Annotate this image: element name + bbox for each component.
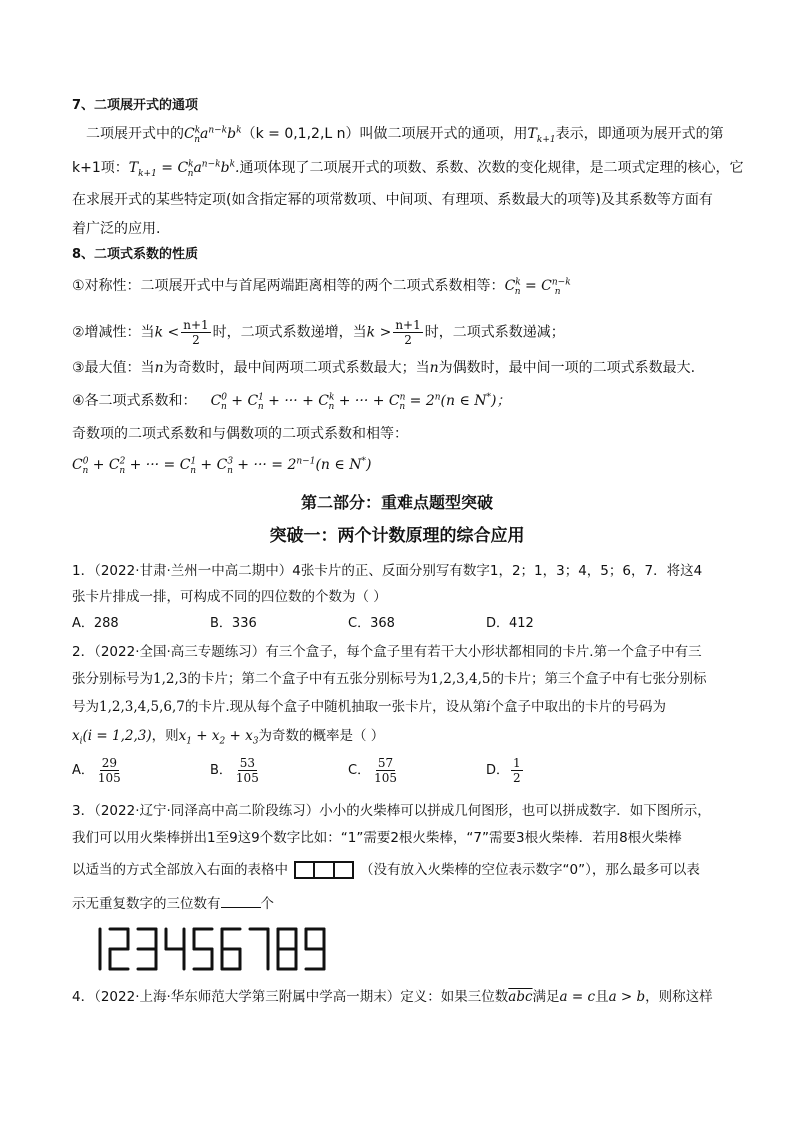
property-odd-even: 奇数项的二项式系数和与偶数项的二项式系数和相等： [72, 426, 408, 442]
q2-option-a[interactable]: A． $\frac{29}{105}$ [72, 756, 121, 785]
q2-option-c[interactable]: C． $\frac{57}{105}$ [348, 756, 397, 785]
section-7-line-2: k+1项：$T_{k+1} = C^k_na^{n-k}b^k$.通项体现了二项展开式的项数、系数、次数的变化规律，是二项式定理的核心，它 [72, 159, 744, 179]
q1-option-c[interactable]: C．368 [348, 616, 395, 631]
section-7-heading: 7、二项展开式的通项 [72, 98, 199, 113]
section-7-line-4: 着广泛的应用. [72, 221, 161, 237]
term-formula: $C^k_na^{n-k}b^k$ [184, 125, 242, 145]
answer-blank[interactable] [221, 893, 261, 908]
section-8-heading: 8、二项式系数的性质 [72, 247, 199, 262]
breakthrough-1-title: 突破一：两个计数原理的综合应用 [269, 526, 525, 546]
part-2-title: 第二部分：重难点题型突破 [300, 493, 493, 512]
q2-line-3: 号为1,2,3,4,5,6,7的卡片.现从每个盒子中随机抽取一张卡片，设从第i个盒子中取出的卡片的号码为 [72, 699, 666, 715]
q2-option-b[interactable]: B． $\frac{53}{105}$ [210, 756, 259, 785]
q2-line-1: 2．（2022·全国·高三专题练习）有三个盒子，每个盒子里有若干大小形状都相同的卡片.第一个盒子中有三 [72, 644, 702, 660]
q1-option-b[interactable]: B．336 [210, 616, 257, 631]
property-maximum: ③最大值：当n为奇数时，最中间两项二项式系数最大；当n为偶数时，最中间一项的二项式系数最大. [72, 360, 696, 376]
section-7-line-3: 在求展开式的某些特定项(如含指定幂的项常数项、中间项、有理项、系数最大的项等)及其系数等方面有 [72, 192, 713, 208]
q3-line-1: 3．（2022·辽宁·同泽高中高二阶段练习）小小的火柴棒可以拼成几何图形，也可以拼成数字．如下图所示， [72, 803, 711, 819]
three-cell-table [294, 861, 354, 879]
property-monotonic: ②增减性：当k < $\frac{n+1}{2}$ 时，二项式系数递增，当k > $\frac{n+1}{2}$ 时，二项式系数递减； [72, 318, 565, 347]
general-term-formula: $T_{k+1} = C^k_na^{n-k}b^k$. [128, 159, 240, 179]
q1-option-d[interactable]: D．412 [486, 616, 534, 631]
q1-line-2: 张卡片排成一排，可构成不同的四位数的个数为（ ） [72, 589, 387, 605]
q1-option-a[interactable]: A．288 [72, 616, 119, 631]
q3-line-2: 我们可以用火柴棒拼出1至9这9个数字比如：“1”需要2根火柴棒，“7”需要3根火柴棒．若用8根火柴棒 [72, 830, 682, 846]
section-7-line-1: 二项展开式中的$C^k_na^{n-k}b^k(k = 0,1,2,L$ n）叫做二项展开式的通项，用$T_{k+1}$表示，即通项为展开式的第 [86, 125, 724, 145]
q2-line-2: 张分别标号为1,2,3的卡片；第二个盒子中有五张分别标号为1,2,3,4,5的卡片；第三个盒子中有七张分别标 [72, 671, 707, 687]
q1-line-1: 1．（2022·甘肃·兰州一中高二期中）4张卡片的正、反面分别写有数字1，2；1，3；4，5；6，7．将这4 [72, 563, 703, 579]
odd-even-formula: $C^0_n + C^2_n$ + ··· = $C^1_n + C^3_n$ + ··· = $2^{n-1}(n$ ∈ N*) [72, 456, 372, 476]
property-symmetry: ①对称性：二项展开式中与首尾两端距离相等的两个二项式系数相等：$C^k_n = C^{n-k}_n$ [72, 277, 571, 297]
q4-line-1: 4．（2022·上海·华东师范大学第三附属中学高一期末）定义：如果三位数$\overline{abc}$满足a = c且a > b，则称这样 [72, 989, 713, 1005]
q3-line-3: 以适当的方式全部放入右面的表格中 （没有放入火柴棒的空位表示数字“0”），那么最多可以表 [72, 862, 700, 878]
q3-line-4: 示无重复数字的三位数有 个 [72, 893, 274, 914]
matchstick-digits-figure [78, 925, 338, 973]
q2-line-4: $x_i(i = 1,2,3)$，则$x_1 + x_2 + x_3$为奇数的概率是（ ） [72, 728, 385, 747]
q2-option-d[interactable]: D． $\frac{1}{2}$ [486, 756, 521, 785]
property-sum: ④各二项式系数和： $C^0_n + C^1_n$ + ··· + $C^k_n$ + ··· + $C^n_n = 2^n(n$ ∈ N*)； [72, 392, 511, 412]
